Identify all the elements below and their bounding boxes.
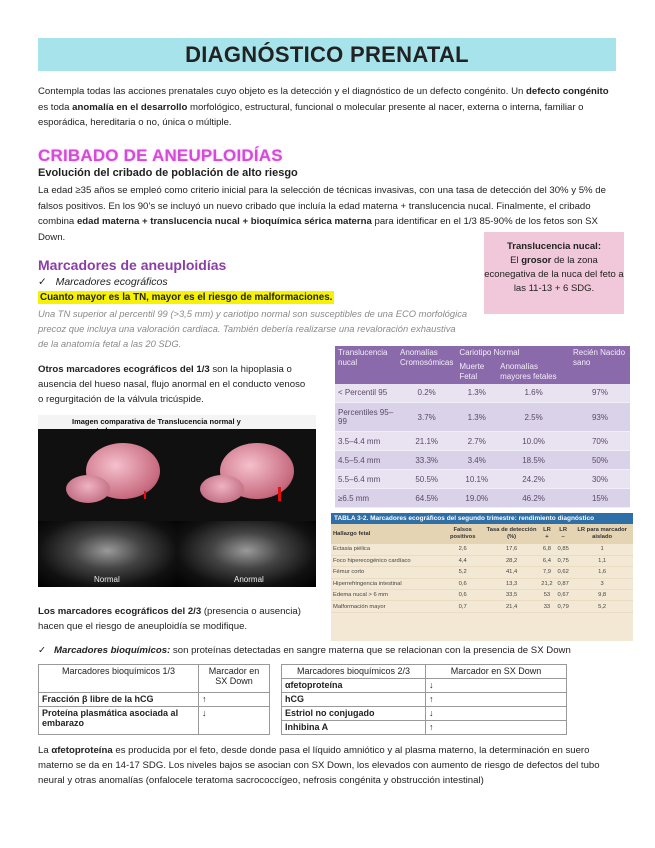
translucencia-comparison-image [38,415,316,587]
table-cell: Percentiles 95–99 [335,402,397,432]
table-row [331,590,633,601]
evolucion-bold: edad materna + translucencia nucal + bioquímica sérica materna [76,216,372,227]
evolucion-subheading: Evolución del cribado de población de alto riesgo [38,167,298,179]
table-header: Marcador en SX Down [199,665,270,693]
table-cell: 1 [571,544,633,555]
table-cell: ↓ [426,679,567,693]
nuchal-marker-abnormal [278,487,281,501]
table-cell: 97% [570,384,630,402]
table-header: Marcador en SX Down [426,665,567,679]
table-cell: 2.5% [497,402,570,432]
table-row [282,721,567,735]
table-header: Anomalías mayores fetales [497,360,570,384]
table-cell: 1.6% [497,384,570,402]
table-cell: ↑ [199,693,270,707]
evolucion-text: La edad ≥35 años se empleó como criterio inicial para la selección de técnicas invasivas, con una tasa de detección del 30% y 5% de falsos positivos. En los 90’s se incluyó un nuevo cribado que incluía la edad materna + translucencia nucal. Finalmente, el cribado combina [38,185,606,227]
segundo-trimestre-table-image [331,513,633,641]
translucencia-callout [484,232,624,314]
table-cell: ↓ [199,707,270,735]
table-cell: 21,2 [539,578,555,589]
table-header-row [39,665,270,693]
table-cell: 0,6 [441,590,484,601]
table-cell: ↑ [426,693,567,707]
evolucion-text-end: para identificar en el 1/3 85-90% de los fetos son SX Down. [38,216,598,243]
table-cell: 17,6 [484,544,538,555]
table2-body [331,544,633,612]
table-row [331,555,633,566]
cell-marker-name: Fracción β libre de la hCG [42,694,154,704]
table-cell: 3.5–4.4 mm [335,432,397,451]
fetus-normal-body [66,475,110,503]
table-cell: 19.0% [456,489,497,508]
table-cell: ↓ [426,707,567,721]
bioquimicos-2-3-table [281,664,567,735]
table-header: Anomalías Cromosómicas [397,346,456,384]
table-cell: 1,6 [571,567,633,578]
afp-bold: αfetoproteína [51,745,113,756]
table-header: Hallazgo fetal [331,524,441,544]
page-title: DIAGNÓSTICO PRENATAL [185,42,469,67]
label-abnormal: Anormal [234,575,264,584]
check-icon: ✓ [38,645,47,656]
table-cell: 21,4 [484,601,538,612]
table-cell [39,693,199,707]
table-group-header: Cariotipo Normal [456,346,570,360]
table1-body [335,384,630,508]
table-cell: 0,87 [555,578,571,589]
table-cell: ↑ [426,721,567,735]
table2-title: TABLA 3-2. Marcadores ecográficos del segundo trimestre: rendimiento diagnóstico [331,513,633,524]
table-cell: 18.5% [497,451,570,470]
otros-bold: Otros marcadores ecográficos del 1/3 [38,364,210,375]
cell-marker-name: Inhibina A [285,722,329,732]
image-caption: Imagen comparativa de Translucencia normal y [38,415,316,429]
table-cell: 7,9 [539,567,555,578]
table-cell: 4,4 [441,555,484,566]
table-row [331,567,633,578]
otros-text: son la hipoplasia o ausencia del hueso nasal, flujo anormal en el conducto venoso o regurgitación de la válvula tricúspide. [38,364,306,405]
table-cell: 46.2% [497,489,570,508]
intro-paragraph [38,84,618,131]
table-cell: ≥6.5 mm [335,489,397,508]
bioquimicos-text: son proteínas detectadas en sangre materna que se relacionan con la presencia de SX Down [170,645,571,656]
table-row [331,544,633,555]
check-icon: ✓ [38,276,47,288]
callout-title: Translucencia nucal: [507,241,601,252]
table-cell: 70% [570,432,630,451]
title-banner [38,38,616,71]
table-header: Muerte Fetal [456,360,497,384]
intro-text-3: morfológico, estructural, funcional o molecular presente al nacer, externa o interna, familiar o esporádica, hereditaria o no, única o múltiple. [38,101,584,128]
cell-marker-name: Proteína plasmática asociada al embarazo [42,708,179,728]
translucencia-outcome-table [335,346,630,508]
fetus-abnormal-body [200,475,244,503]
fetus-illustration-area [38,429,316,521]
table-row [335,489,630,508]
ecograficos-heading [38,276,168,288]
table-cell: 5,2 [441,567,484,578]
table-cell: 3.4% [456,451,497,470]
cell-marker-name: αfetoproteína [285,680,343,690]
table-cell: 41,4 [484,567,538,578]
table-cell [282,721,426,735]
table-cell: 13,3 [484,578,538,589]
table-cell: 28,2 [484,555,538,566]
table-cell: 5.5–6.4 mm [335,470,397,489]
marcadores-heading: Marcadores de aneuploidías [38,257,227,273]
table-cell: 6,8 [539,544,555,555]
intro-bold-1: defecto congénito [526,86,609,97]
table-cell: Edema nucal > 6 mm [331,590,441,601]
table-cell: 2.7% [456,432,497,451]
table-row [335,402,630,432]
table-cell: 0.2% [397,384,456,402]
table-cell [39,707,199,735]
intro-text-2: es toda [38,101,73,113]
table-cell: 5,2 [571,601,633,612]
label-normal: Normal [94,575,120,584]
table-row [335,384,630,402]
table-header: Translucencia nucal [335,346,397,384]
table-header: LR – [555,524,571,544]
table-header-row [335,346,630,360]
dos-text: (presencia o ausencia) hacen que el riesgo de aneuploidía se modifique. [38,606,301,632]
table-cell: 33.3% [397,451,456,470]
table-cell: < Percentil 95 [335,384,397,402]
cribado-heading: CRIBADO DE ANEUPLOIDÍAS [38,146,283,165]
table-cell: 1.3% [456,384,497,402]
table-cell: 3 [571,578,633,589]
callout-text-post: de la zona econegativa de la nuca del feto a las 11-13 + 6 SDG. [484,255,624,294]
table-header: Marcadores bioquímicos 2/3 [282,665,426,679]
table-header: Falsos positivos [441,524,484,544]
table-cell: 93% [570,402,630,432]
tn-note: Una TN superior al percentil 99 (>3,5 mm) y cariotipo normal son susceptibles de una ECO morfológica precoz que incluya una valoración cardiaca. También debería realizarse una revaloración exhaustiva de la anatomía fetal a las 20 SDG. [38,308,468,349]
table-cell: 0,6 [441,578,484,589]
intro-text-1: Contempla todas las acciones prenatales cuyo objeto es la detección y el diagnóstico de un defecto congénito. Un [38,86,526,97]
table-cell: 0,62 [555,567,571,578]
ecograficos-label: Marcadores ecográficos [55,276,168,288]
table-cell: 0,79 [555,601,571,612]
table-cell: 15% [570,489,630,508]
alfafetoproteina-paragraph [38,743,620,788]
table-cell: Ectasia piélica [331,544,441,555]
table-cell: 50% [570,451,630,470]
table-cell: 24.2% [497,470,570,489]
table-cell: 0,85 [555,544,571,555]
table-cell: 0,7 [441,601,484,612]
afp-text: es producida por el feto, desde donde pasa el líquido amniótico y al plasma materno, la determinación en suero materno se da en 14-17 SDG. Los niveles bajos se asocian con SX Down, los elevados con aumento de riesgo de defectos del tubo neural y otras anomalías (onfalocele teratoma sacrococcígeo, nefrosis congénita y obstrucción intestinal) [38,745,600,786]
table-cell: 53 [539,590,555,601]
afp-pre: La [38,745,52,756]
table-cell: 21.1% [397,432,456,451]
table-cell: 33 [539,601,555,612]
marcadores-2-3-paragraph [38,604,313,634]
intro-bold-2: anomalía en el desarrollo [72,101,188,113]
bioquimicos-label: Marcadores bioquímicos: [54,645,171,656]
highlighted-statement: Cuanto mayor es la TN, mayor es el riesgo de malformaciones. [40,292,333,303]
table-row [331,578,633,589]
nuchal-marker-normal [144,491,146,499]
cell-marker-name: Estriol no conjugado [285,708,375,718]
table-header: Tasa de detección (%) [484,524,538,544]
table-cell: 2,6 [441,544,484,555]
table-cell: Foco hiperecogénico cardíaco [331,555,441,566]
table-header: LR + [539,524,555,544]
table-row [331,601,633,612]
table-row [282,707,567,721]
table-cell: Malformación mayor [331,601,441,612]
bioquimicos-1-3-table [38,664,270,735]
bioquimicos-line [38,645,638,656]
table-cell: Hiperrefringencia intestinal [331,578,441,589]
dos-bold: Los marcadores ecográficos del 2/3 [38,606,202,617]
table-cell [282,707,426,721]
table-row [39,693,270,707]
table-cell: 0,75 [555,555,571,566]
table-row [335,470,630,489]
segundo-trimestre-table [331,524,633,613]
table-row [335,432,630,451]
table-cell: 64.5% [397,489,456,508]
table-row [282,679,567,693]
table-cell: 6,4 [539,555,555,566]
table-row [335,451,630,470]
table-header: LR para marcador aislado [571,524,633,544]
table-cell [282,679,426,693]
table-cell: 10.1% [456,470,497,489]
table-cell: 10.0% [497,432,570,451]
callout-text-pre: El [510,255,522,266]
table-cell: 1.3% [456,402,497,432]
table-cell: 1,1 [571,555,633,566]
table-header: Marcadores bioquímicos 1/3 [39,665,199,693]
table-cell: Fémur corto [331,567,441,578]
table-cell: 3.7% [397,402,456,432]
table-cell: 4.5–5.4 mm [335,451,397,470]
table-cell: 33,5 [484,590,538,601]
table-cell: 0,67 [555,590,571,601]
table-row [39,707,270,735]
table-cell: 50.5% [397,470,456,489]
table-cell: 9,8 [571,590,633,601]
cell-marker-name: hCG [285,694,304,704]
table-row [282,693,567,707]
table-cell [282,693,426,707]
table-cell: 30% [570,470,630,489]
callout-bold: grosor [521,255,552,266]
otros-marcadores-paragraph [38,362,313,407]
table-header: Recién Nacido sano [570,346,630,384]
table-header-row [282,665,567,679]
table-header-row [331,524,633,544]
